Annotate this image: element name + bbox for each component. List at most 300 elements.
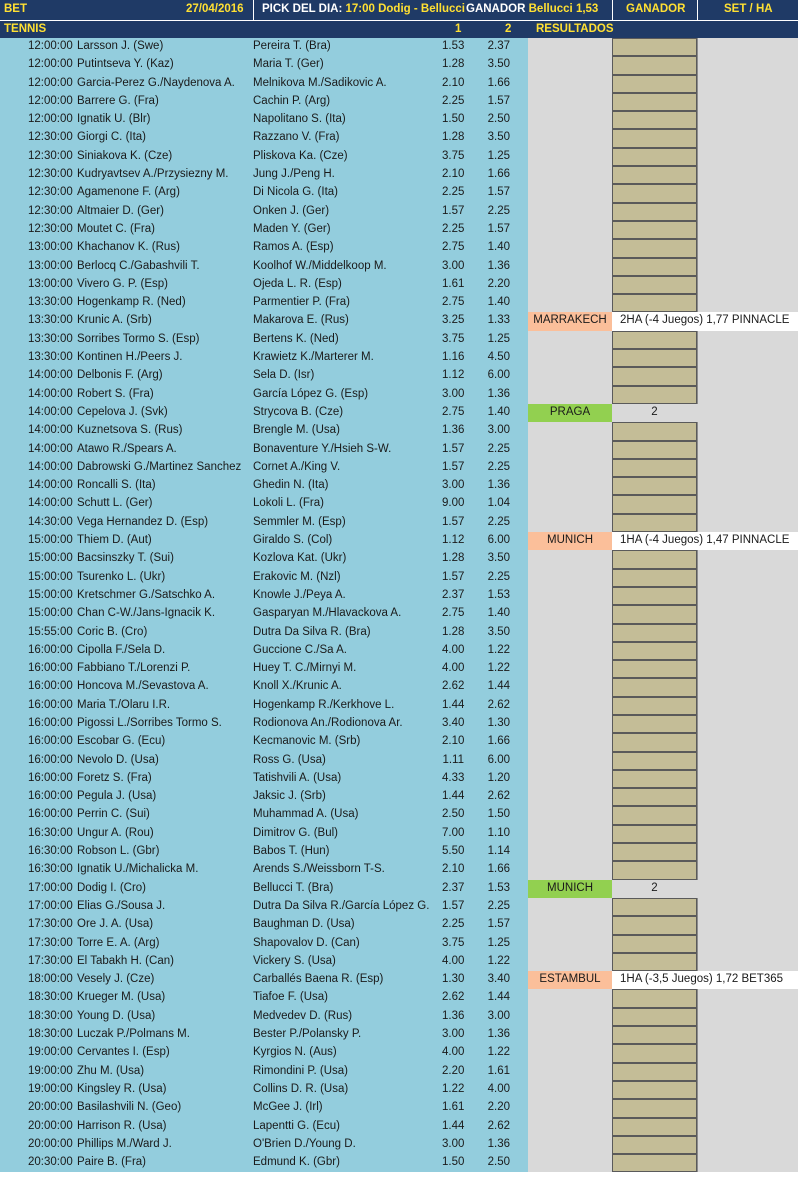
- ganador-cell[interactable]: [612, 935, 697, 953]
- match-time: 16:00:00: [28, 808, 73, 821]
- player-2: Dutra Da Silva R./García López G.: [253, 899, 430, 912]
- odds-1: 2.10: [442, 168, 465, 181]
- odds-2: 1.40: [487, 296, 510, 309]
- result-cell: [528, 166, 612, 184]
- player-2: Rimondini P. (Usa): [253, 1064, 349, 1077]
- match-time: 12:00:00: [28, 113, 73, 126]
- player-2: Cornet A./King V.: [253, 460, 341, 473]
- odds-2: 1.36: [487, 1028, 510, 1041]
- player-2: Collins D. R. (Usa): [253, 1082, 349, 1095]
- ganador-cell[interactable]: [612, 788, 697, 806]
- match-time: 12:00:00: [28, 76, 73, 89]
- ganador-cell[interactable]: [612, 459, 697, 477]
- player-1: Dodig I. (Cro): [77, 881, 147, 894]
- odds-1: 3.00: [442, 259, 465, 272]
- ganador-cell[interactable]: [612, 367, 697, 385]
- ganador-cell[interactable]: [612, 733, 697, 751]
- result-cell: [528, 898, 612, 916]
- ganador-cell[interactable]: [612, 148, 697, 166]
- player-1: Ore J. A. (Usa): [77, 918, 154, 931]
- set-ha-cell: [697, 733, 798, 751]
- ganador-cell[interactable]: [612, 258, 697, 276]
- player-2: Brengle M. (Usa): [253, 424, 340, 437]
- player-2: Pliskova Ka. (Cze): [253, 149, 348, 162]
- result-cell: [528, 715, 612, 733]
- set-ha-cell: [697, 203, 798, 221]
- sport-label: TENNIS: [4, 23, 47, 35]
- table-row: [0, 386, 798, 404]
- set-ha-cell: [697, 697, 798, 715]
- table-row: [0, 733, 798, 751]
- odds-1: 2.25: [442, 222, 465, 235]
- match-time: 16:30:00: [28, 863, 73, 876]
- player-1: Luczak P./Polmans M.: [77, 1028, 190, 1041]
- odds-2: 3.50: [487, 625, 510, 638]
- pick-ganador-label: GANADOR: [466, 3, 526, 15]
- player-1: Larsson J. (Swe): [77, 40, 164, 52]
- result-cell: [528, 1099, 612, 1117]
- player-2: Knoll X./Krunic A.: [253, 680, 342, 693]
- ganador-cell[interactable]: [612, 1154, 697, 1172]
- ganador-cell[interactable]: [612, 660, 697, 678]
- ganador-cell[interactable]: [612, 861, 697, 879]
- odds-1: 1.61: [442, 277, 465, 290]
- ganador-cell[interactable]: [612, 770, 697, 788]
- ganador-cell[interactable]: [612, 1063, 697, 1081]
- odds-1: 1.44: [442, 1119, 465, 1132]
- result-cell: [528, 770, 612, 788]
- result-cell: [528, 733, 612, 751]
- set-ha-cell: [697, 1099, 798, 1117]
- player-2: Arends S./Weissborn T-S.: [253, 863, 385, 876]
- player-2: Medvedev D. (Rus): [253, 1009, 353, 1022]
- set-ha-cell: [697, 989, 798, 1007]
- ganador-cell[interactable]: [612, 129, 697, 147]
- ganador-cell[interactable]: [612, 276, 697, 294]
- set-ha-cell: [697, 276, 798, 294]
- set-ha-cell: [697, 715, 798, 733]
- set-ha-cell: [697, 935, 798, 953]
- ganador-cell[interactable]: [612, 184, 697, 202]
- player-2: Razzano V. (Fra): [253, 131, 340, 144]
- match-time: 12:30:00: [28, 186, 73, 199]
- player-1: Atawo R./Spears A.: [77, 442, 177, 455]
- player-1: Garcia-Perez G./Naydenova A.: [77, 76, 235, 89]
- player-2: Dimitrov G. (Bul): [253, 826, 338, 839]
- player-2: Bonaventure Y./Hsieh S-W.: [253, 442, 392, 455]
- player-2: Napolitano S. (Ita): [253, 113, 346, 126]
- table-row: [0, 1044, 798, 1062]
- ganador-cell[interactable]: [612, 1026, 697, 1044]
- match-time: 17:00:00: [28, 881, 73, 894]
- col-set-header: SET / HA: [724, 3, 773, 15]
- ganador-cell[interactable]: [612, 495, 697, 513]
- odds-2: 1.25: [487, 149, 510, 162]
- match-time: 13:00:00: [28, 241, 73, 254]
- player-1: Kingsley R. (Usa): [77, 1082, 167, 1095]
- match-time: 12:30:00: [28, 131, 73, 144]
- table-row: [0, 459, 798, 477]
- result-cell: [528, 1081, 612, 1099]
- resultados-header: RESULTADOS: [536, 23, 614, 35]
- ganador-cell[interactable]: [612, 806, 697, 824]
- result-cell: [528, 258, 612, 276]
- ganador-cell[interactable]: [612, 75, 697, 93]
- match-time: 14:00:00: [28, 442, 73, 455]
- odds-1: 1.57: [442, 570, 465, 583]
- result-cell: [528, 148, 612, 166]
- ganador-value: 1HA (-3,5 Juegos) 1,72 BET365: [620, 973, 784, 986]
- ganador-cell[interactable]: [612, 38, 697, 56]
- player-1: Ignatik U./Michalicka M.: [77, 863, 199, 876]
- result-cell: [528, 642, 612, 660]
- odds-2: 2.25: [487, 570, 510, 583]
- set-ha-cell: [697, 422, 798, 440]
- set-ha-cell: [697, 367, 798, 385]
- odds-1: 1.30: [442, 973, 465, 986]
- set-ha-cell: [697, 477, 798, 495]
- player-1: Berlocq C./Gabashvili T.: [77, 259, 200, 272]
- table-row: [0, 898, 798, 916]
- pick-odds: 1,53: [575, 3, 599, 15]
- odds-1: 2.75: [442, 241, 465, 254]
- set-ha-cell: [697, 825, 798, 843]
- ganador-cell[interactable]: [612, 715, 697, 733]
- player-1: Putintseva Y. (Kaz): [77, 58, 174, 71]
- player-1: Young D. (Usa): [77, 1009, 156, 1022]
- table-row: [0, 38, 798, 56]
- ganador-cell[interactable]: [612, 624, 697, 642]
- ganador-cell[interactable]: [612, 166, 697, 184]
- match-time: 14:00:00: [28, 387, 73, 400]
- result-cell: [528, 221, 612, 239]
- match-time: 13:30:00: [28, 314, 73, 327]
- odds-1: 1.11: [442, 753, 464, 766]
- odds-1: 3.40: [442, 716, 465, 729]
- odds-2: 1.57: [487, 186, 510, 199]
- table-row: [0, 660, 798, 678]
- player-1: Kretschmer G./Satschko A.: [77, 588, 216, 601]
- player-1: Robson L. (Gbr): [77, 845, 160, 858]
- odds-2: 1.04: [487, 497, 510, 510]
- odds-2: 1.36: [487, 1137, 510, 1150]
- match-time: 14:00:00: [28, 424, 73, 437]
- result-cell: [528, 441, 612, 459]
- match-time: 20:00:00: [28, 1101, 73, 1114]
- ganador-cell[interactable]: [612, 203, 697, 221]
- result-cell: [528, 477, 612, 495]
- match-time: 14:00:00: [28, 405, 73, 418]
- top-header-bar: [0, 0, 798, 20]
- odds-2: 1.66: [487, 863, 510, 876]
- table-row: [0, 276, 798, 294]
- result-cell: [528, 203, 612, 221]
- odds-2: 1.53: [487, 881, 510, 894]
- result-cell: [528, 953, 612, 971]
- table-row: [0, 752, 798, 770]
- pick-ganador: [466, 3, 598, 15]
- ganador-cell[interactable]: [612, 239, 697, 257]
- pick-value: 17:00 Dodig - Bellucci: [345, 3, 466, 15]
- ganador-cell[interactable]: [612, 349, 697, 367]
- player-2: Parmentier P. (Fra): [253, 296, 350, 309]
- result-cell: [528, 331, 612, 349]
- table-row: [0, 1081, 798, 1099]
- odds-1: 2.50: [442, 808, 465, 821]
- player-2: Erakovic M. (Nzl): [253, 570, 341, 583]
- set-ha-cell: [697, 239, 798, 257]
- player-2: McGee J. (Irl): [253, 1101, 323, 1114]
- match-time: 12:00:00: [28, 40, 73, 52]
- odds-1: 2.25: [442, 918, 465, 931]
- table-row: [0, 624, 798, 642]
- match-time: 16:00:00: [28, 680, 73, 693]
- odds-2: 1.33: [487, 314, 510, 327]
- odds-2: 1.10: [487, 826, 510, 839]
- match-time: 16:00:00: [28, 643, 73, 656]
- set-ha-cell: [697, 495, 798, 513]
- ganador-cell[interactable]: [612, 1136, 697, 1154]
- ganador-cell[interactable]: [612, 386, 697, 404]
- player-2: Di Nicola G. (Ita): [253, 186, 338, 199]
- ganador-cell[interactable]: [612, 898, 697, 916]
- odds-2: 2.50: [487, 1156, 510, 1169]
- ganador-value: 2: [651, 881, 658, 894]
- set-ha-cell: [697, 861, 798, 879]
- table-row: [0, 935, 798, 953]
- tournament-label: PRAGA: [549, 405, 591, 418]
- set-ha-cell: [697, 1026, 798, 1044]
- ganador-cell[interactable]: [612, 111, 697, 129]
- player-2: Pereira T. (Bra): [253, 40, 331, 52]
- player-1: Harrison R. (Usa): [77, 1119, 167, 1132]
- result-cell: [528, 1026, 612, 1044]
- odds-2: 1.20: [487, 771, 510, 784]
- player-1: Basilashvili N. (Geo): [77, 1101, 182, 1114]
- match-time: 14:00:00: [28, 479, 73, 492]
- ganador-cell[interactable]: [612, 1118, 697, 1136]
- odds-2: 1.44: [487, 991, 510, 1004]
- set-ha-cell: [697, 550, 798, 568]
- player-2: Hogenkamp R./Kerkhove L.: [253, 698, 395, 711]
- ganador-cell[interactable]: [612, 752, 697, 770]
- player-2: O'Brien D./Young D.: [253, 1137, 356, 1150]
- table-row: [0, 148, 798, 166]
- ganador-cell[interactable]: [612, 642, 697, 660]
- match-time: 12:30:00: [28, 204, 73, 217]
- player-2: Cachin P. (Arg): [253, 94, 331, 107]
- player-2: García López G. (Esp): [253, 387, 369, 400]
- player-1: Pegula J. (Usa): [77, 790, 157, 803]
- player-2: Carballés Baena R. (Esp): [253, 973, 384, 986]
- result-cell: [528, 459, 612, 477]
- odds-2: 1.40: [487, 405, 510, 418]
- player-2: Ghedin N. (Ita): [253, 479, 329, 492]
- result-cell: [528, 752, 612, 770]
- player-1: Agamenone F. (Arg): [77, 186, 180, 199]
- player-1: Krunic A. (Srb): [77, 314, 152, 327]
- odds-2: 2.25: [487, 899, 510, 912]
- match-time: 16:00:00: [28, 753, 73, 766]
- pick-of-day: [262, 3, 465, 15]
- table-row: [0, 843, 798, 861]
- result-cell: [528, 294, 612, 312]
- odds-2: 1.61: [487, 1064, 510, 1077]
- match-time: 13:00:00: [28, 259, 73, 272]
- odds-2: 1.66: [487, 735, 510, 748]
- set-ha-cell: [697, 953, 798, 971]
- result-cell: [528, 861, 612, 879]
- player-2: Rodionova An./Rodionova Ar.: [253, 716, 403, 729]
- table-row: [0, 239, 798, 257]
- odds-2: 1.36: [487, 259, 510, 272]
- result-cell: [528, 550, 612, 568]
- result-cell: [528, 935, 612, 953]
- odds-1: 2.10: [442, 735, 465, 748]
- odds-1: 2.37: [442, 881, 465, 894]
- odds-2: 3.50: [487, 131, 510, 144]
- ganador-cell[interactable]: [612, 1044, 697, 1062]
- ganador-cell[interactable]: [612, 294, 697, 312]
- ganador-cell[interactable]: [612, 550, 697, 568]
- set-ha-cell: [697, 605, 798, 623]
- player-2: Kozlova Kat. (Ukr): [253, 552, 347, 565]
- ganador-cell[interactable]: [612, 1099, 697, 1117]
- odds-2: 1.57: [487, 222, 510, 235]
- ganador-cell[interactable]: [612, 843, 697, 861]
- table-row: [0, 989, 798, 1007]
- player-1: Altmaier D. (Ger): [77, 204, 164, 217]
- player-1: Maria T./Olaru I.R.: [77, 698, 171, 711]
- match-time: 15:00:00: [28, 570, 73, 583]
- matches-table: [0, 38, 798, 1172]
- result-cell: [528, 569, 612, 587]
- player-1: Hogenkamp R. (Ned): [77, 296, 186, 309]
- odds-1: 1.50: [442, 1156, 465, 1169]
- ganador-cell[interactable]: [612, 56, 697, 74]
- odds-2: 2.20: [487, 1101, 510, 1114]
- match-time: 20:30:00: [28, 1156, 73, 1169]
- ganador-cell[interactable]: [612, 825, 697, 843]
- set-ha-cell: [697, 93, 798, 111]
- match-time: 14:00:00: [28, 369, 73, 382]
- table-row: [0, 569, 798, 587]
- result-cell: [528, 1136, 612, 1154]
- ganador-cell[interactable]: [612, 989, 697, 1007]
- odds-2: 6.00: [487, 753, 510, 766]
- ganador-cell[interactable]: [612, 605, 697, 623]
- table-row: [0, 1063, 798, 1081]
- ganador-cell[interactable]: [612, 569, 697, 587]
- result-cell: [528, 660, 612, 678]
- player-2: Melnikova M./Sadikovic A.: [253, 76, 387, 89]
- odds-2: 2.25: [487, 204, 510, 217]
- odds-1: 3.00: [442, 1137, 465, 1150]
- odds-1: 3.00: [442, 387, 465, 400]
- ganador-cell[interactable]: [612, 331, 697, 349]
- player-1: Ungur A. (Rou): [77, 826, 154, 839]
- player-1: Giorgi C. (Ita): [77, 131, 147, 144]
- set-ha-cell: [697, 843, 798, 861]
- odds-2: 1.22: [487, 1046, 510, 1059]
- match-time: 20:00:00: [28, 1119, 73, 1132]
- sub-header-bar: [0, 20, 798, 38]
- player-2: Dutra Da Silva R. (Bra): [253, 625, 371, 638]
- ganador-cell[interactable]: [612, 1008, 697, 1026]
- table-row: [0, 532, 798, 550]
- odds-1: 1.16: [442, 351, 465, 364]
- odds-2: 1.40: [487, 607, 510, 620]
- player-2: Bertens K. (Ned): [253, 332, 339, 345]
- set-ha-cell: [697, 1063, 798, 1081]
- ganador-cell[interactable]: [612, 587, 697, 605]
- odds-2: 2.25: [487, 460, 510, 473]
- ganador-cell[interactable]: [612, 422, 697, 440]
- table-row: [0, 678, 798, 696]
- ganador-cell[interactable]: [612, 514, 697, 532]
- odds-1: 3.25: [442, 314, 465, 327]
- match-time: 12:30:00: [28, 222, 73, 235]
- set-ha-cell: [697, 678, 798, 696]
- result-cell: [528, 587, 612, 605]
- ganador-cell[interactable]: [612, 441, 697, 459]
- set-ha-cell: [697, 916, 798, 934]
- ganador-cell[interactable]: [612, 93, 697, 111]
- player-2: Giraldo S. (Col): [253, 534, 333, 547]
- set-ha-cell: [697, 514, 798, 532]
- player-2: Ramos A. (Esp): [253, 241, 334, 254]
- set-ha-cell: [697, 788, 798, 806]
- table-row: [0, 770, 798, 788]
- table-row: [0, 367, 798, 385]
- player-1: Vega Hernandez D. (Esp): [77, 515, 209, 528]
- odds-2: 3.00: [487, 424, 510, 437]
- table-row: [0, 203, 798, 221]
- odds-2: 3.50: [487, 552, 510, 565]
- ganador-cell[interactable]: [612, 1081, 697, 1099]
- odds-1: 2.62: [442, 991, 465, 1004]
- ganador-cell[interactable]: [612, 678, 697, 696]
- odds-1: 1.57: [442, 442, 465, 455]
- match-time: 18:30:00: [28, 1028, 73, 1041]
- table-row: [0, 605, 798, 623]
- odds-2: 3.50: [487, 58, 510, 71]
- odds-1: 3.75: [442, 332, 465, 345]
- match-time: 13:30:00: [28, 296, 73, 309]
- match-time: 17:30:00: [28, 936, 73, 949]
- player-2: Vickery S. (Usa): [253, 954, 336, 967]
- set-ha-cell: [697, 111, 798, 129]
- ganador-cell[interactable]: [612, 953, 697, 971]
- ganador-cell[interactable]: [612, 477, 697, 495]
- player-2: Baughman D. (Usa): [253, 918, 355, 931]
- ganador-cell[interactable]: [612, 221, 697, 239]
- result-cell: [528, 184, 612, 202]
- match-time: 12:00:00: [28, 94, 73, 107]
- odds-2: 2.25: [487, 515, 510, 528]
- player-2: Strycova B. (Cze): [253, 405, 344, 418]
- odds-1: 2.25: [442, 186, 465, 199]
- player-2: Sela D. (Isr): [253, 369, 315, 382]
- ganador-cell[interactable]: [612, 916, 697, 934]
- ganador-cell[interactable]: [612, 697, 697, 715]
- table-row: [0, 916, 798, 934]
- odds-2: 2.62: [487, 790, 510, 803]
- set-ha-cell: [697, 148, 798, 166]
- result-cell: [528, 825, 612, 843]
- odds-1: 3.75: [442, 149, 465, 162]
- odds-1: 3.75: [442, 936, 465, 949]
